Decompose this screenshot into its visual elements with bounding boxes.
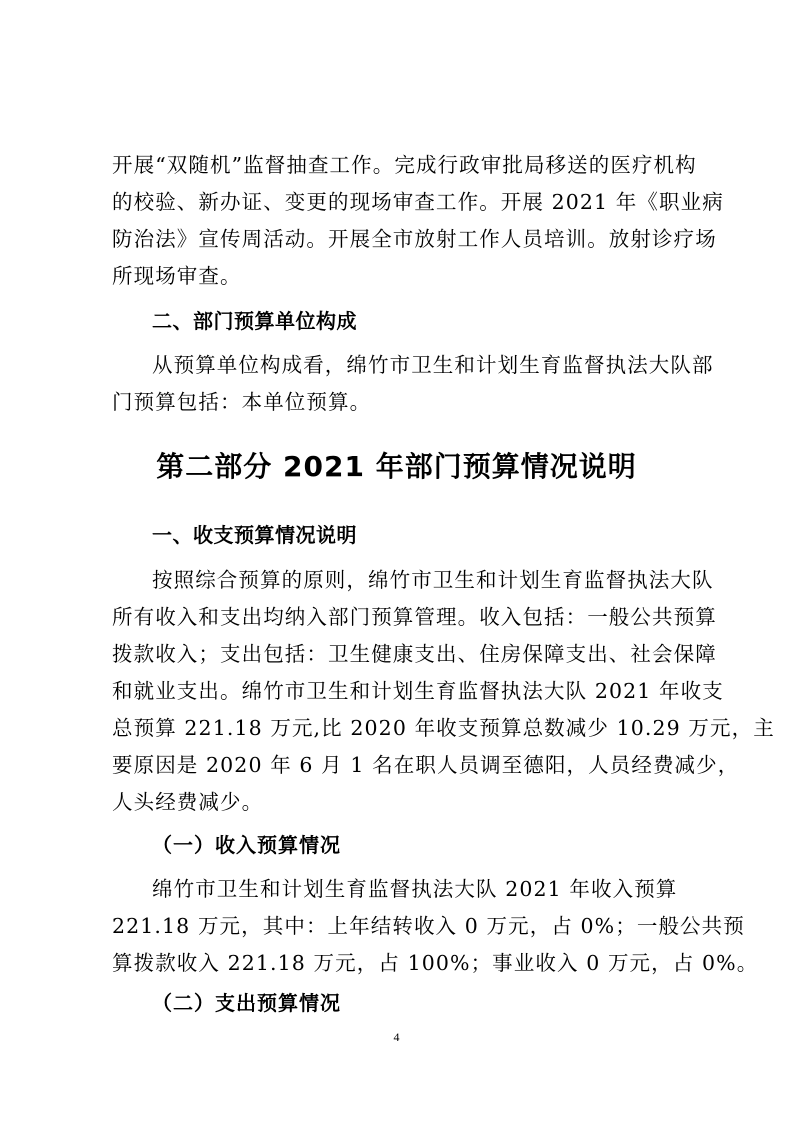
- body-text-line: 开展“双随机”监督抽查工作。完成行政审批局移送的医疗机构: [112, 153, 697, 177]
- body-text-line: 防治法》宣传周活动。开展全市放射工作人员培训。放射诊疗场: [112, 227, 717, 251]
- body-text-line: 按照综合预算的原则，绵竹市卫生和计划生育监督执法大队: [152, 568, 714, 592]
- section-heading: 二、部门预算单位构成: [152, 309, 357, 333]
- subsection-heading: （一）收入预算情况: [152, 833, 341, 857]
- page-number: 4: [393, 1030, 400, 1044]
- section-heading: 一、收支预算情况说明: [152, 523, 357, 547]
- body-text-line: 门预算包括：本单位预算。: [112, 390, 372, 414]
- body-text-line: 绵竹市卫生和计划生育监督执法大队 2021 年收入预算: [152, 877, 678, 901]
- body-text-line: 要原因是 2020 年 6 月 1 名在职人员调至德阳，人员经费减少，: [112, 753, 740, 777]
- body-text-line: 和就业支出。绵竹市卫生和计划生育监督执法大队 2021 年收支: [112, 679, 724, 703]
- body-text-line: 拨款收入；支出包括：卫生健康支出、住房保障支出、社会保障: [112, 642, 717, 666]
- subsection-heading: （二）支出预算情况: [152, 991, 341, 1015]
- body-text-line: 算拨款收入 221.18 万元，占 100%；事业收入 0 万元，占 0%。: [112, 951, 759, 975]
- body-text-line: 的校验、新办证、变更的现场审查工作。开展 2021 年《职业病: [112, 190, 724, 214]
- part-title: 第二部分 2021 年部门预算情况说明: [156, 450, 637, 483]
- body-text-line: 所有收入和支出均纳入部门预算管理。收入包括：一般公共预算: [112, 605, 717, 629]
- body-text-line: 总预算 221.18 万元,比 2020 年收支预算总数减少 10.29 万元，主: [112, 716, 775, 740]
- body-text-line: 所现场审查。: [112, 264, 242, 288]
- body-text-line: 221.18 万元，其中：上年结转收入 0 万元，占 0%；一般公共预: [112, 914, 745, 938]
- body-text-line: 从预算单位构成看，绵竹市卫生和计划生育监督执法大队部: [152, 353, 714, 377]
- body-text-line: 人头经费减少。: [112, 790, 264, 814]
